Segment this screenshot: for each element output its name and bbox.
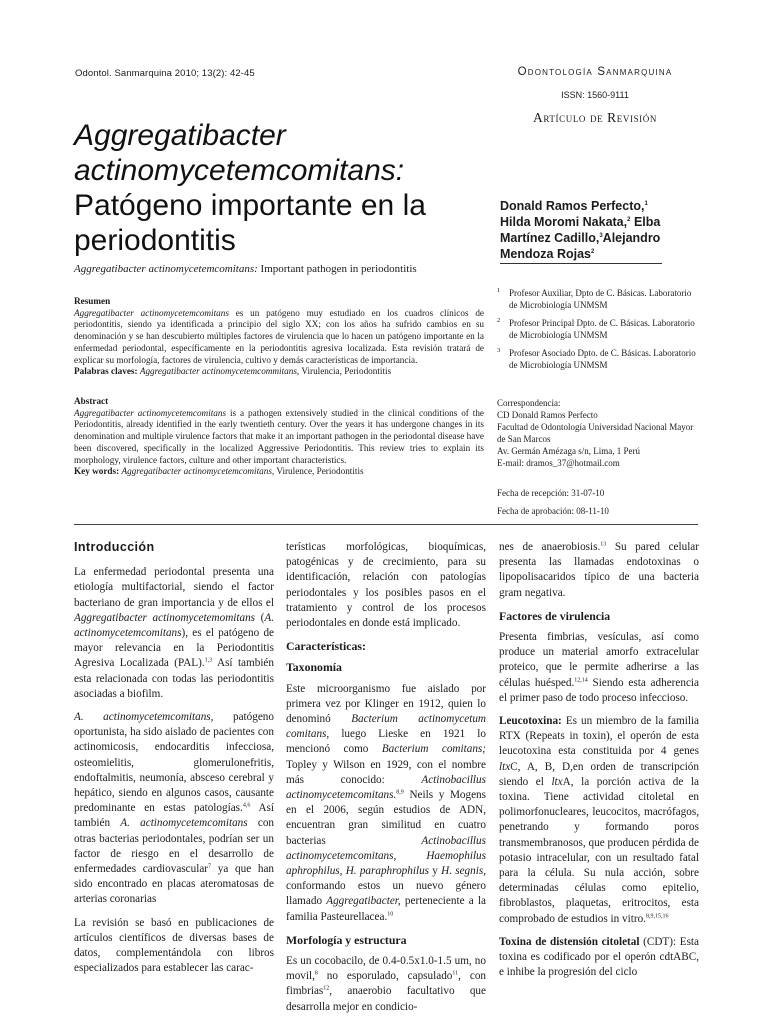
keywords-label: Key words: [74, 466, 120, 477]
title-line-3: Patógeno importante en la [74, 189, 426, 222]
paragraph: La enfermedad periodontal presenta una etiología multifactorial, siendo el factor bacteriano de gran importancia y de ellos el Aggregatibacter actinomycetemomitans (A. actinomycetemcomitans), es el patógeno de mayor relevancia en la Periodontitis Agresiva Localizada (PAL).$^{1,3}$ Así también esta relacionada con todas las periodontitis asociadas a biofilm. [74, 566, 274, 700]
paragraph: La revisión se basó en publicaciones de artículos científicos de diversas bases de datos, complementándola con libros especializados para establecer las carac- [74, 916, 274, 975]
paragraph: Toxina de distensión citoletal (CDT): Esta toxina es codificado por el operón cdtABC, e inhibe la progresión del ciclo [499, 935, 699, 979]
affiliation-text: Profesor Auxiliar, Dpto de C. Básicas. Laboratorio de Microbiología UNMSM [509, 288, 692, 310]
affiliation-item [497, 347, 697, 371]
author-list [500, 198, 690, 262]
abstract-species: Aggregatibacter actinomycetemcomitans [74, 407, 227, 418]
author-name: Mendoza Rojas [500, 247, 591, 261]
section-divider [74, 524, 698, 525]
author-sup: 2 [627, 216, 631, 223]
author-sup: 1 [644, 200, 648, 207]
author-name-part: Elba [633, 215, 661, 229]
paragraph: A. actinomycetemcomitans, patógeno oportunista, ha sido aislado de pacientes con actinomicosis, endocarditis infecciosa, osteomielitis, glomerulonefritis, endoftalmitis, neumonía, absceso cerebral y hepático, siendo en algunos casos, causante predominante en estas patologías.$^{4,6}$ Así también A. actinomycetemcomitans con otras bacterias periodontales, podrían ser un factor de riesgo en el desarrollo de enfermedades cardiovascular$^7$ ya que han sido encontrado en placas ateromatosas de arterias coronarias [74, 711, 275, 906]
correspondence-email: E-mail: dramos_37@hotmail.com [497, 458, 620, 468]
paragraph: nes de anaerobiosis.$^{13}$ Su pared celular presenta las llamadas endotoxinas o lipopolisacaridos típico de una bacteria gram negativa. [499, 541, 700, 599]
resumen-body [74, 308, 484, 367]
paragraph: Es un cocobacilo, de 0.4-0.5x1.0-1.5 um, no movil,$^8$ no esporulado, capsulado$^{11}$, con fimbrias$^{12}$, anaerobio facultativo que desarrolla mejor en condicio- [286, 955, 487, 1013]
english-title [74, 263, 494, 275]
date-received: Fecha de recepción: 31-07-10 [497, 488, 605, 498]
journal-citation: Odontol. Sanmarquina 2010; 13(2): 42-45 [75, 68, 255, 79]
paragraph: Este microorganismo fue aislado por primera vez por Klinger en 1912, quien lo denominó Bacterium actinomycetum comitans, luego Lieske en 1921 lo mencionó como Bacterium comitans; Topley y Wilson en 1929, con el nombre más conocido: Actinobacillus actinomycetemcomitans.$^{8,9}$ Neils y Mogens en el 2006, según estudios de ADN, encuentran gran similitud en cuatro bacterias Actinobacillus actinomycetemcomitans, Haemophilus aphrophilus, H. paraphrophilus y H. segnis, conformando estos un nuevo género llamado Aggregatibacter, perteneciente a la familia Pasteurellacea.$^{10}$ [286, 682, 487, 923]
correspondence-line: Facultad de Odontología Universidad Nacional Mayor de San Marcos [497, 422, 694, 444]
paragraph: terísticas morfológicas, bioquímicas, patogénicas y de crecimiento, para su identificación, relación con patologías periodontales y los posibles pasos en el tratamiento y control de los procesos periodontales en donde está implicado. [286, 541, 486, 630]
author-name: Hilda Moromi Nakata, [500, 215, 628, 229]
journal-name: Odontología Sanmarquina [517, 66, 673, 78]
resumen [74, 296, 484, 378]
correspondence-line: CD Donald Ramos Perfecto [497, 410, 598, 420]
keywords-rest: Virulencia, Periodontitis [301, 366, 392, 377]
abstract-text: is a pathogen extensively studied in the clinical conditions of the Periodontitis, already identified in the early twentieth century. Over the years it has undergone changes in its denomination and multiple virulence factors that make it an important pathogen in the periodontal disease have been discovered, specifically in the localized Aggressive Periodontitis. This review tries to explain its morphology, virulence factors, culture and other important characteristics. [74, 407, 484, 465]
abstract [74, 396, 484, 478]
affiliations [497, 287, 697, 377]
author-sup: 3 [599, 232, 603, 239]
body-column-3 [499, 540, 699, 988]
paragraph: Presenta fimbrias, vesículas, así como produce un material amorfo extracelular proteico, que le permite adherirse a las células huésped.$^{12,14}$ Siendo esta adherencia el primer paso de todo proceso infeccioso. [499, 631, 699, 704]
title-line-4: periodontitis [74, 224, 236, 257]
virulence-heading: Factores de virulencia [499, 608, 611, 623]
date-approved: Fecha de aprobación: 08-11-10 [497, 506, 609, 516]
resumen-species: Aggregatibacter actinomycetemcomitans [74, 307, 229, 318]
paragraph: Leucotoxina: Es un miembro de la familia RTX (Repeats in toxin), el operón de esta leucotoxina esta constituida por 4 genes ltxC, A, B, D,en orden de transcripción siendo el ltxA, la porción activa de la toxina. Tiene actividad citoletal en polimorfonucleares, leucocitos, macrófagos, penetrando y formando poros transmembranosos, que producen pérdida de potasio intracelular, con un resultado fatal para la célula. Su nula acción, sobre determinadas células como epitelio, fibroblastos, plaquetas, eritrocitos, esta comprobado de estudios in vitro.$^{8,9,15,16}$ [499, 715, 699, 925]
article-title [74, 118, 494, 258]
section-label: Artículo de Revisión [533, 110, 657, 125]
author-name: Donald Ramos Perfecto, [500, 199, 645, 213]
issn: ISSN: 1560-9111 [561, 90, 629, 100]
correspondence-line: Av. Germán Amézaga s/n, Lima, 1 Perú [497, 446, 640, 456]
affiliation-text: Profesor Asociado Dpto. de C. Básicas. Laboratorio de Microbiología UNMSM [509, 348, 696, 370]
authors-divider [500, 263, 662, 264]
body-column-2 [286, 540, 486, 1023]
correspondence-label: Correspondencia: [497, 398, 561, 408]
morphology-heading: Morfología y estructura [286, 932, 407, 947]
keywords-species: Aggregatibacter actinomycetemcommitans, [139, 366, 300, 377]
affiliation-item [497, 287, 697, 311]
resumen-heading: Resumen [74, 296, 111, 306]
intro-heading: Introducción [74, 540, 155, 554]
body-column-1 [74, 540, 274, 984]
subtitle-species: Aggregatibacter actinomycetemcomitans: [74, 263, 258, 275]
keywords-rest: Virulence, Periodontitis [276, 466, 364, 477]
abstract-body [74, 408, 484, 467]
keywords-species: Aggregatibacter actinomycetemcomitans, [121, 466, 275, 477]
affiliation-number: 2 [497, 317, 501, 324]
affiliation-item [497, 317, 697, 341]
abstract-keywords [74, 466, 484, 478]
characteristics-heading: Características: [286, 639, 366, 654]
affiliation-text: Profesor Principal Dpto. de C. Básicas. Laboratorio de Microbiología UNMSM [509, 318, 695, 340]
taxonomy-heading: Taxonomía [286, 660, 342, 675]
author-sup: 2 [591, 248, 595, 255]
title-line-2: actinomycetemcomitans: [74, 154, 405, 187]
abstract-heading: Abstract [74, 396, 109, 406]
affiliation-number: 3 [497, 347, 501, 354]
keywords-label: Palabras claves: [74, 366, 138, 377]
resumen-text: es un patógeno muy estudiado en los cuadros clínicos de periodontitis, siendo ya identificada a principio del siglo XX; con los años ha sufrido cambios en su denominación y se han descubierto múltiples factores de virulencia que lo hacen un patógeno importante en la enfermedad periodontal, específicamente en la periodontitis agresiva localizada. Esta revisión tratará de explicar su morfología, factores de virulencia, cultivo y demás características de importancia. [74, 307, 485, 365]
title-line-1: Aggregatibacter [74, 119, 286, 152]
correspondence [497, 397, 702, 469]
author-name-part: Alejandro [602, 231, 661, 245]
resumen-keywords [74, 366, 484, 378]
subtitle-rest: Important pathogen in periodontitis [260, 263, 417, 275]
affiliation-number: 1 [497, 287, 501, 294]
author-name: Martínez Cadillo, [500, 231, 600, 245]
